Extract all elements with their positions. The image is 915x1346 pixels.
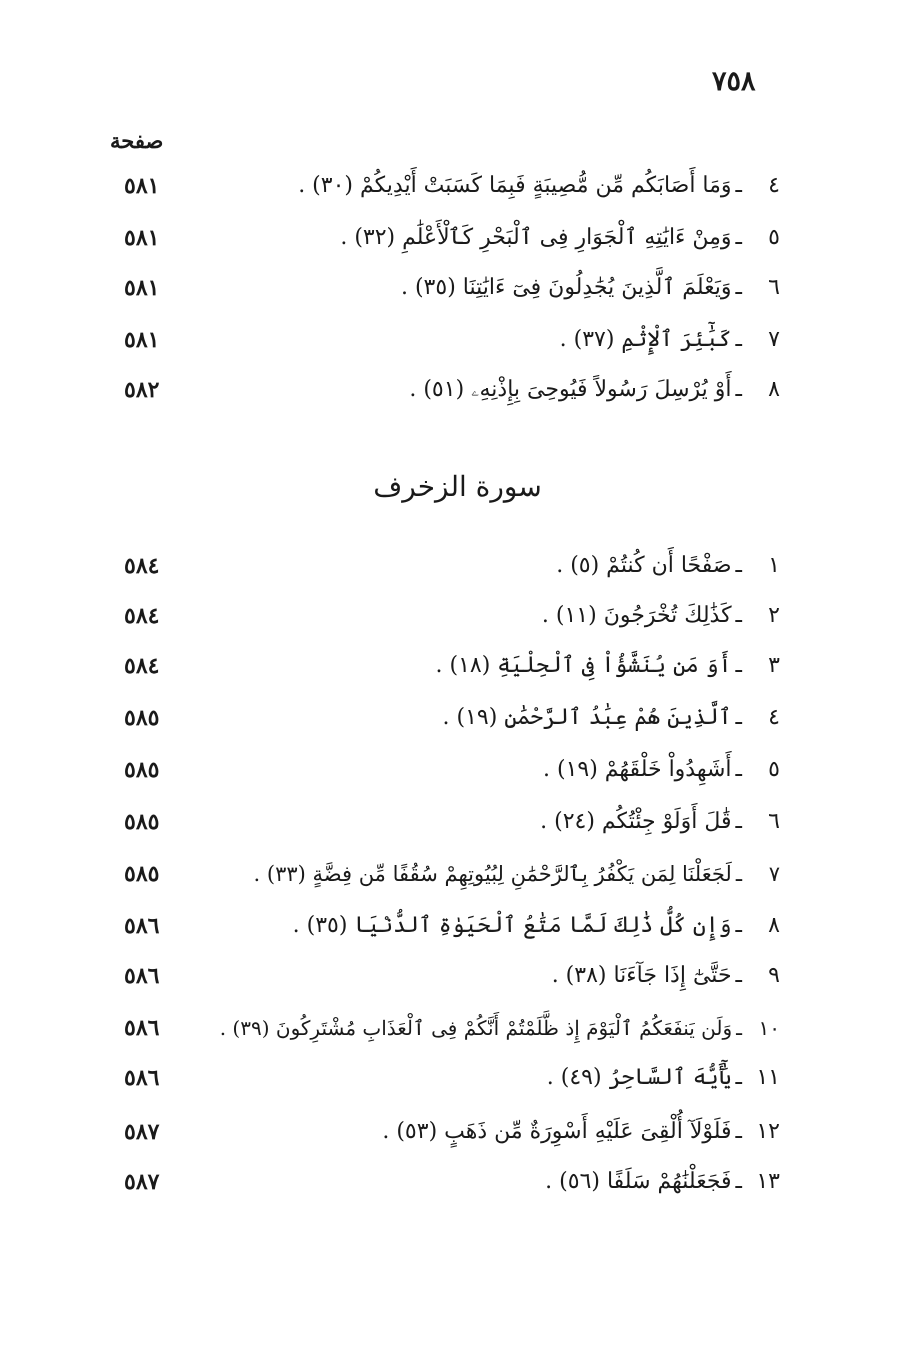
list-item bbox=[110, 854, 780, 894]
verse-entry: ١ـصَفْحًا أَن كُنتُمْ (٥) . bbox=[556, 546, 780, 586]
verse-entry: ٢ـكَذَٰلِكَ تُخْرَجُونَ (١١) . bbox=[542, 596, 780, 636]
verse-entry: ٤ـٱلَّذِينَ هُمْ عِبَٰدُ ٱلرَّحْمَٰنِ (١٩) . bbox=[443, 698, 780, 738]
entry-page: ٥٨٥ bbox=[124, 809, 160, 835]
verse-entry: ٧ـلَجَعَلْنَا لِمَن يَكْفُرُ بِٱلرَّحْمَٰنِ لِبُيُوتِهِمْ سُقُفًا مِّن فِضَّةٍ (٣٣) . bbox=[254, 854, 780, 894]
list-item bbox=[110, 956, 780, 996]
verse-entry: ٨ـأَوْ يُرْسِلَ رَسُولاً فَيُوحِىَ بِإِذْنِهِۦ (٥١) . bbox=[409, 370, 780, 410]
verse-entry: ١١ـيَٰٓأَيُّهَ ٱلسَّاحِرُ (٤٩) . bbox=[547, 1058, 780, 1098]
verse-text: فَلَوْلَآ أُلْقِىَ عَلَيْهِ أَسْوِرَةٌ مِّن ذَهَبٍ (٥٣) . bbox=[382, 1119, 732, 1144]
entry-number: ٤ bbox=[768, 705, 780, 730]
list-item bbox=[110, 1058, 780, 1098]
entry-number: ٨ bbox=[768, 377, 780, 402]
verse-entry: ٦ـقَٰلَ أَوَلَوْ جِئْتُكُم (٢٤) . bbox=[540, 802, 780, 842]
entry-number: ١٣ bbox=[756, 1169, 780, 1194]
entry-number: ٥ bbox=[768, 757, 780, 782]
entry-page: ٥٨٦ bbox=[124, 913, 160, 939]
list-item bbox=[110, 802, 780, 842]
list-item bbox=[110, 320, 780, 360]
list-item bbox=[110, 906, 780, 946]
verse-text: وَإِن كُلُّ ذَٰلِكَ لَمَّا مَتَٰعُ ٱلْحَيَوٰةِ ٱلدُّنْيَا (٣٥) . bbox=[292, 913, 732, 938]
verse-entry: ٣ـأَوَ مَن يُنَشَّؤُاْ فِى ٱلْحِلْيَةِ (١٨) . bbox=[436, 646, 780, 686]
verse-entry: ٦ـوَيَعْلَمَ ٱلَّذِينَ يُجَٰدِلُونَ فِىٓ ءَايَٰتِنَا (٣٥) . bbox=[401, 268, 780, 308]
verse-text: وَمَا أَصَابَكُم مِّن مُّصِيبَةٍ فَبِمَا كَسَبَتْ أَيْدِيكُمْ (٣٠) . bbox=[298, 173, 732, 198]
entry-page: ٥٨١ bbox=[124, 225, 160, 251]
entry-number: ١٢ bbox=[756, 1119, 780, 1144]
entry-number: ٤ bbox=[768, 173, 780, 198]
entry-number: ٨ bbox=[768, 913, 780, 938]
list-item bbox=[110, 546, 780, 586]
entry-page: ٥٨٤ bbox=[124, 653, 160, 679]
verse-text: وَمِنْ ءَايَٰتِهِ ٱلْجَوَارِ فِى ٱلْبَحْرِ كَٱلْأَعْلَٰمِ (٣٢) . bbox=[340, 225, 732, 250]
entry-number: ٥ bbox=[768, 225, 780, 250]
entry-number: ٦ bbox=[768, 809, 780, 834]
verse-text: أَوَ مَن يُنَشَّؤُاْ فِى ٱلْحِلْيَةِ (١٨) . bbox=[435, 653, 732, 678]
entry-number: ٧ bbox=[768, 862, 780, 886]
verse-text: لَجَعَلْنَا لِمَن يَكْفُرُ بِٱلرَّحْمَٰنِ لِبُيُوتِهِمْ سُقُفًا مِّن فِضَّةٍ (٣٣) . bbox=[253, 862, 732, 886]
verse-entry: ٧ـكَبَٰٓئِرَ ٱلْإِثْمِ (٣٧) . bbox=[560, 320, 780, 360]
verse-entry: ٤ـوَمَا أَصَابَكُم مِّن مُّصِيبَةٍ فَبِمَا كَسَبَتْ أَيْدِيكُمْ (٣٠) . bbox=[298, 166, 780, 206]
entry-page: ٥٨١ bbox=[124, 327, 160, 353]
entry-page: ٥٨٤ bbox=[124, 553, 160, 579]
list-item bbox=[110, 698, 780, 738]
verse-entry: ٥ـوَمِنْ ءَايَٰتِهِ ٱلْجَوَارِ فِى ٱلْبَحْرِ كَٱلْأَعْلَٰمِ (٣٢) . bbox=[340, 218, 780, 258]
entry-number: ٣ bbox=[768, 653, 780, 678]
verse-entry: ١٢ـفَلَوْلَآ أُلْقِىَ عَلَيْهِ أَسْوِرَةٌ مِّن ذَهَبٍ (٥٣) . bbox=[382, 1112, 780, 1152]
entry-number: ٧ bbox=[768, 327, 780, 352]
verse-text: صَفْحًا أَن كُنتُمْ (٥) . bbox=[556, 553, 732, 578]
list-item bbox=[110, 166, 780, 206]
verse-entry: ١٠ـوَلَن يَنفَعَكُمُ ٱلْيَوْمَ إِذ ظَّلَمْتُمْ أَنَّكُمْ فِى ٱلْعَذَابِ مُشْتَرِكُونَ (٣٩) . bbox=[220, 1008, 780, 1048]
verse-text: فَجَعَلْنَٰهُمْ سَلَفًا (٥٦) . bbox=[545, 1169, 732, 1194]
list-item bbox=[110, 268, 780, 308]
verse-text: حَتَّىٰٓ إِذَا جَآءَنَا (٣٨) . bbox=[551, 963, 732, 988]
entry-page: ٥٨١ bbox=[124, 275, 160, 301]
verse-text: أَشَهِدُواْ خَلْقَهُمْ (١٩) . bbox=[542, 757, 732, 782]
verse-entry: ١٣ـفَجَعَلْنَٰهُمْ سَلَفًا (٥٦) . bbox=[545, 1162, 780, 1202]
list-item bbox=[110, 370, 780, 410]
entry-page: ٥٨٧ bbox=[124, 1119, 160, 1145]
entry-number: ١٠ bbox=[758, 1016, 780, 1040]
entry-page: ٥٨٧ bbox=[124, 1169, 160, 1195]
verse-entry: ٥ـأَشَهِدُواْ خَلْقَهُمْ (١٩) . bbox=[543, 750, 780, 790]
entry-number: ١١ bbox=[756, 1065, 780, 1090]
entry-page: ٥٨٥ bbox=[124, 757, 160, 783]
entry-page: ٥٨٥ bbox=[124, 705, 160, 731]
list-item bbox=[110, 1008, 780, 1048]
entry-number: ١ bbox=[768, 553, 780, 578]
entry-number: ٩ bbox=[768, 963, 780, 988]
list-item bbox=[110, 646, 780, 686]
list-item bbox=[110, 218, 780, 258]
verse-entry: ٩ـحَتَّىٰٓ إِذَا جَآءَنَا (٣٨) . bbox=[552, 956, 780, 996]
verse-text: كَذَٰلِكَ تُخْرَجُونَ (١١) . bbox=[541, 603, 732, 628]
page-number: ٧٥٨ bbox=[712, 66, 756, 97]
verse-entry: ٨ـوَإِن كُلُّ ذَٰلِكَ لَمَّا مَتَٰعُ ٱلْحَيَوٰةِ ٱلدُّنْيَا (٣٥) . bbox=[293, 906, 780, 946]
entry-page: ٥٨٢ bbox=[124, 377, 160, 403]
verse-text: وَيَعْلَمَ ٱلَّذِينَ يُجَٰدِلُونَ فِىٓ ءَايَٰتِنَا (٣٥) . bbox=[400, 275, 732, 300]
page-column-label: صفحة bbox=[110, 128, 164, 153]
entry-page: ٥٨٦ bbox=[124, 1065, 160, 1091]
verse-text: قَٰلَ أَوَلَوْ جِئْتُكُم (٢٤) . bbox=[540, 809, 732, 834]
entry-page: ٥٨٦ bbox=[124, 963, 160, 989]
entry-number: ٢ bbox=[768, 603, 780, 628]
entry-page: ٥٨١ bbox=[124, 173, 160, 199]
verse-text: كَبَٰٓئِرَ ٱلْإِثْمِ (٣٧) . bbox=[559, 327, 732, 352]
surah-title: سورة الزخرف bbox=[373, 470, 542, 503]
list-item bbox=[110, 750, 780, 790]
list-item bbox=[110, 1162, 780, 1202]
entry-page: ٥٨٥ bbox=[124, 861, 160, 887]
verse-text: ٱلَّذِينَ هُمْ عِبَٰدُ ٱلرَّحْمَٰنِ (١٩) . bbox=[442, 705, 732, 730]
verse-text: أَوْ يُرْسِلَ رَسُولاً فَيُوحِىَ بِإِذْنِهِۦ (٥١) . bbox=[409, 377, 732, 402]
list-item bbox=[110, 596, 780, 636]
verse-text: وَلَن يَنفَعَكُمُ ٱلْيَوْمَ إِذ ظَّلَمْتُمْ أَنَّكُمْ فِى ٱلْعَذَابِ مُشْتَرِكُونَ (٣٩) . bbox=[219, 1016, 733, 1040]
list-item bbox=[110, 1112, 780, 1152]
entry-page: ٥٨٦ bbox=[124, 1015, 160, 1041]
entry-page: ٥٨٤ bbox=[124, 603, 160, 629]
entry-number: ٦ bbox=[768, 275, 780, 300]
verse-text: يَٰٓأَيُّهَ ٱلسَّاحِرُ (٤٩) . bbox=[546, 1065, 732, 1090]
